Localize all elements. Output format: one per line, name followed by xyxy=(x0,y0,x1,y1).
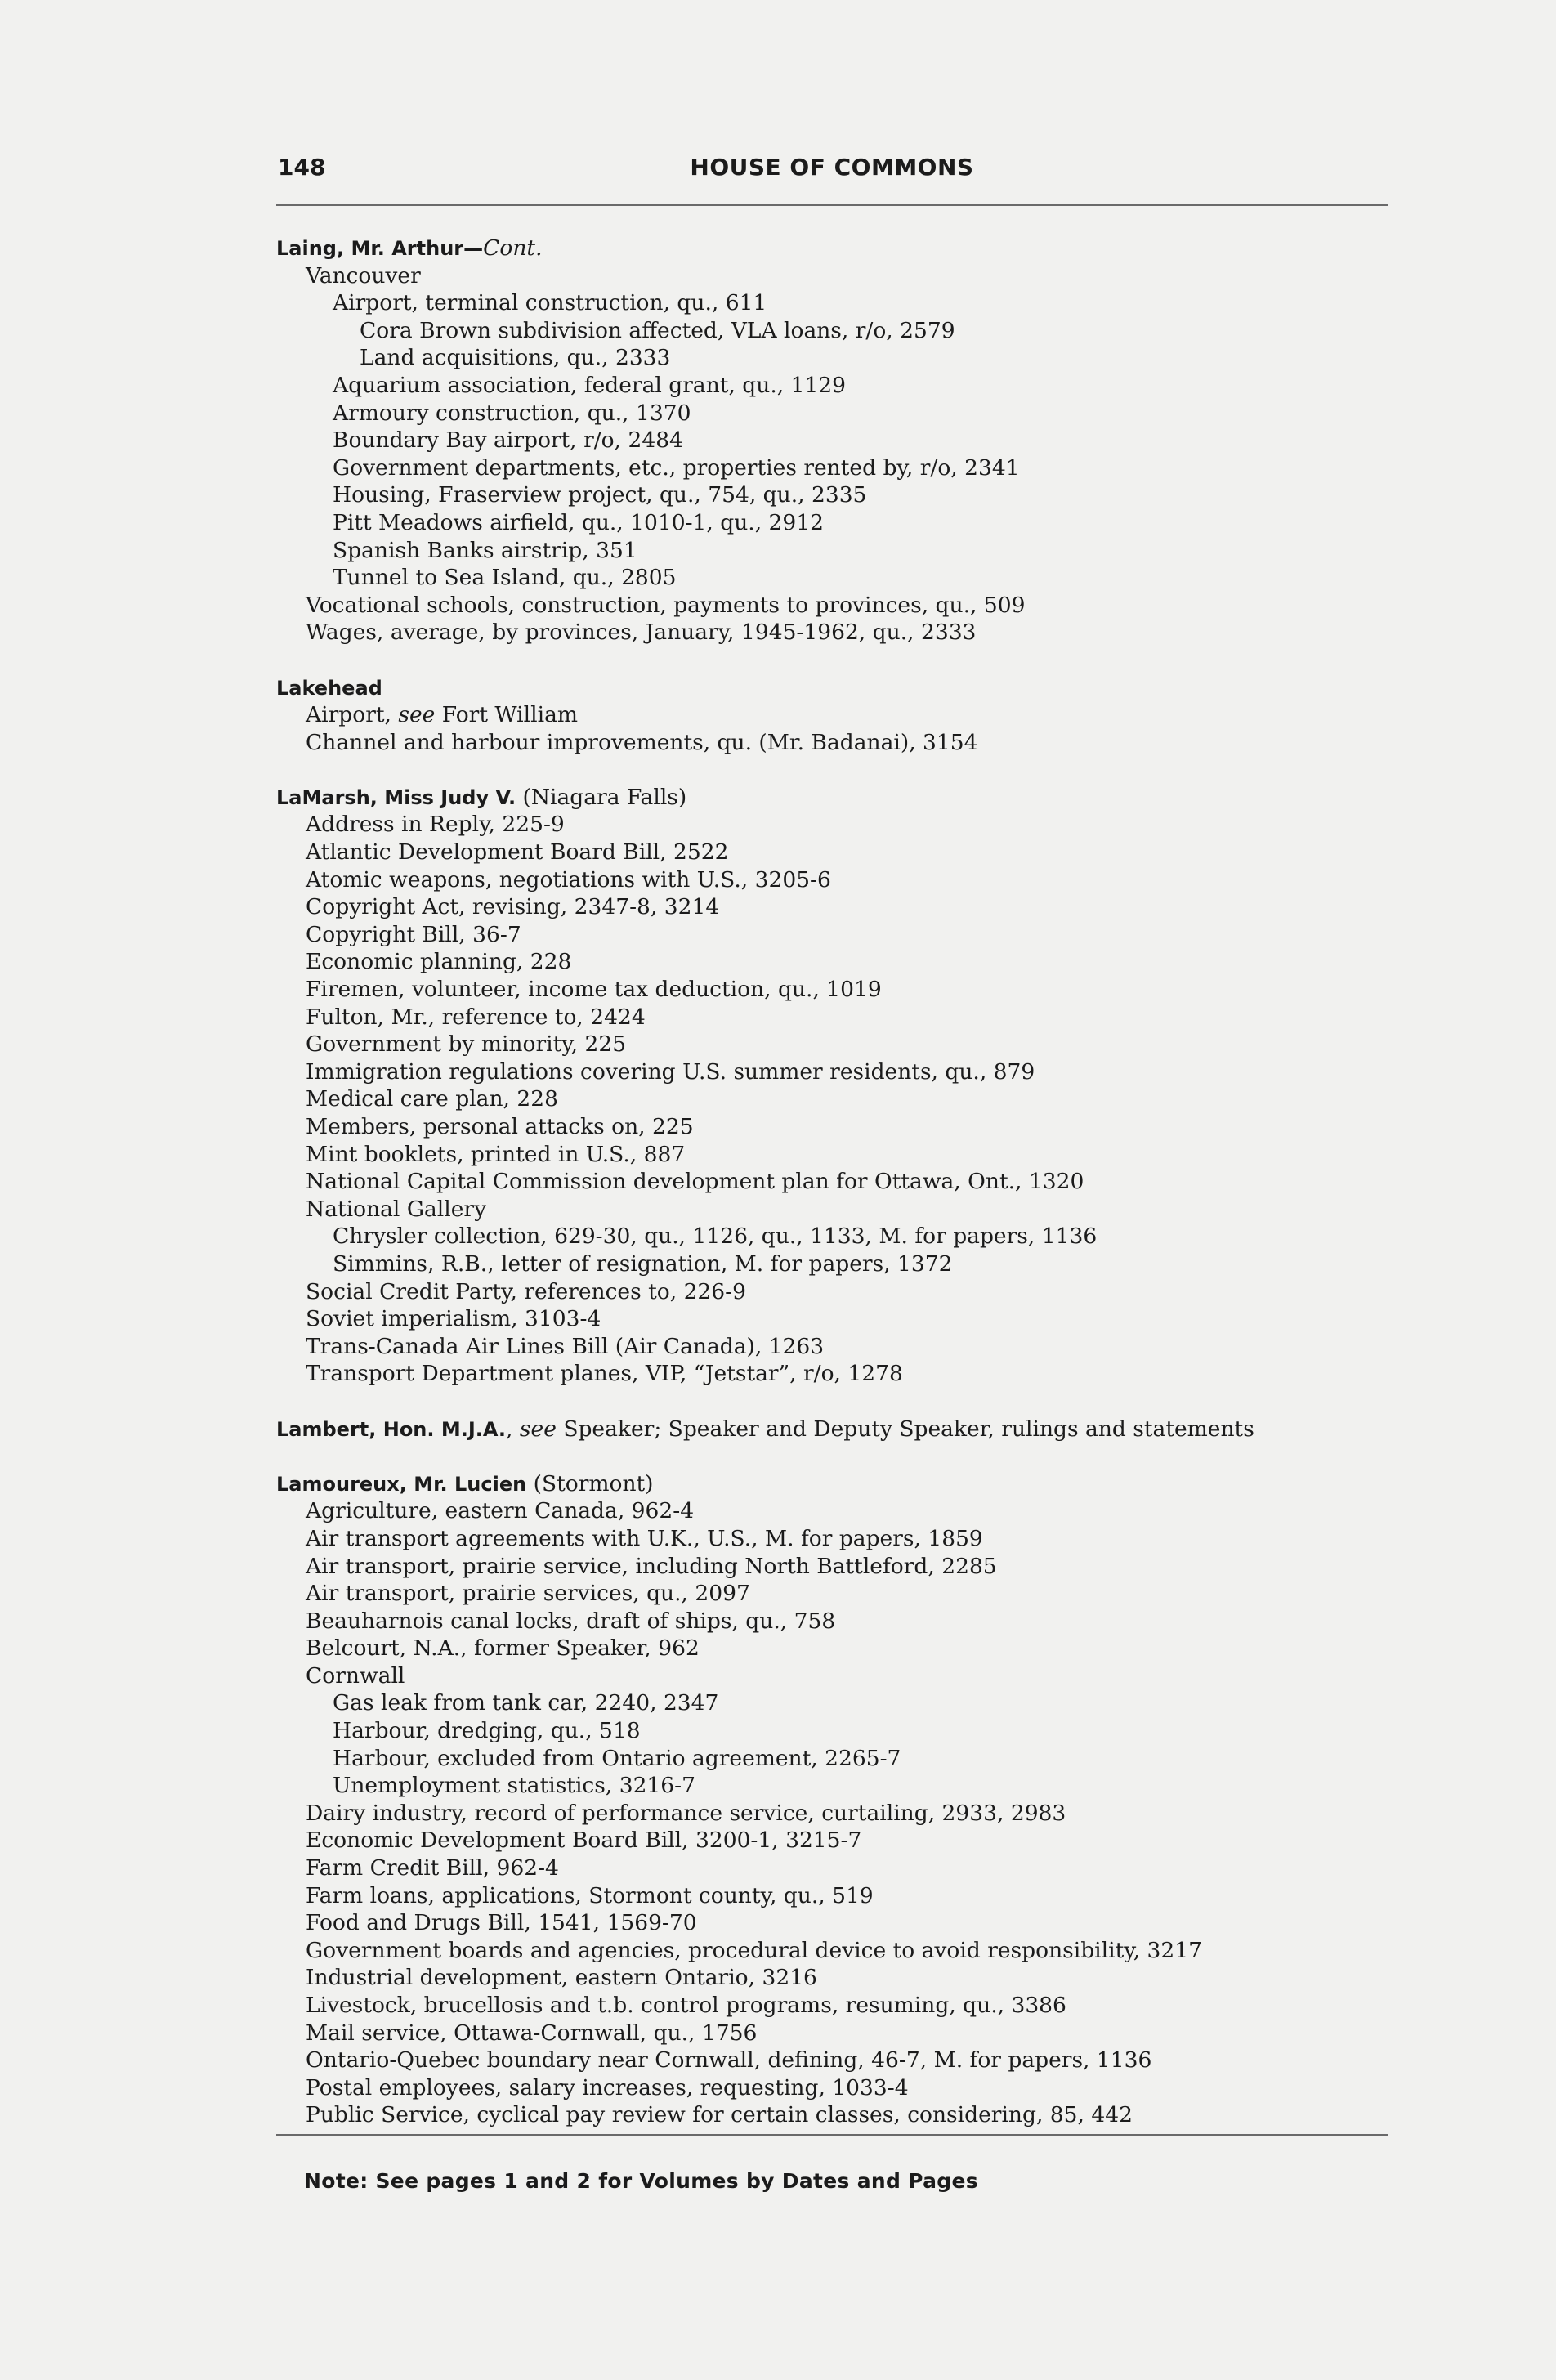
subentry-text: Air transport agreements with U.K., U.S., M. for papers, 1859 xyxy=(306,1525,983,1551)
subentry-text: Tunnel to Sea Island, qu., 2805 xyxy=(333,565,677,591)
entry-spacer xyxy=(276,1443,1388,1470)
heading-detail: (Stormont) xyxy=(526,1470,654,1496)
index-subentry xyxy=(276,1497,1388,1525)
footnote: Note: See pages 1 and 2 for Volumes by Dates and Pages xyxy=(304,2169,978,2193)
index-subentry xyxy=(276,1058,1388,1086)
index-subentry xyxy=(276,1223,1388,1250)
subentry-text: National Gallery xyxy=(306,1196,487,1222)
subentry-text: Air transport, prairie services, qu., 2097 xyxy=(306,1581,750,1607)
subentry-text: Simmins, R.B., letter of resignation, M. for papers, 1372 xyxy=(333,1250,953,1277)
subentry-text: Pitt Meadows airfield, qu., 1010-1, qu., 2912 xyxy=(333,509,824,535)
subentry-text: Spanish Banks airstrip, 351 xyxy=(333,537,637,563)
subentry-text: Aquarium association, federal grant, qu., 1129 xyxy=(333,372,847,398)
entry-spacer xyxy=(276,1388,1388,1416)
index-subentry xyxy=(276,344,1388,372)
subentry-text: Address in Reply, 225-9 xyxy=(306,812,565,838)
heading-detail: Speaker; Speaker and Deputy Speaker, rulings and statements xyxy=(556,1416,1254,1442)
subentry-text: Land acquisitions, qu., 2333 xyxy=(360,345,671,371)
subentry-text: Airport, terminal construction, qu., 611 xyxy=(333,290,767,316)
subentry-text: Cora Brown subdivision affected, VLA loans, r/o, 2579 xyxy=(360,317,955,343)
index-subentry xyxy=(276,1937,1388,1965)
subentry-text: Farm Credit Bill, 962-4 xyxy=(306,1855,559,1881)
index-subentry xyxy=(276,1745,1388,1773)
index-body xyxy=(276,235,1388,2129)
index-subentry xyxy=(276,2101,1388,2129)
heading-detail: (Niagara Falls) xyxy=(516,784,687,810)
index-heading: Lambert, Hon. M.J.A., see Speaker; Speaker and Deputy Speaker, rulings and statements xyxy=(276,1416,1254,1442)
index-subentry xyxy=(276,2074,1388,2102)
index-subentry xyxy=(276,811,1388,839)
entry-spacer xyxy=(276,646,1388,674)
heading-name: Lamoureux, Mr. Lucien xyxy=(276,1472,527,1496)
index-subentry xyxy=(276,619,1388,646)
index-subentry xyxy=(276,1662,1388,1690)
index-subentry xyxy=(276,976,1388,1004)
subentry-text: National Capital Commission development plan for Ottawa, Ont., 1320 xyxy=(306,1169,1084,1195)
subentry-text: Copyright Act, revising, 2347-8, 3214 xyxy=(306,894,720,920)
index-heading xyxy=(276,784,1388,812)
subentry-text: Atomic weapons, negotiations with U.S., 3205-6 xyxy=(306,866,831,892)
index-subentry xyxy=(276,1004,1388,1031)
index-subentry xyxy=(276,1909,1388,1937)
index-subentry xyxy=(276,839,1388,866)
subentry-text: Vancouver xyxy=(306,262,421,289)
index-subentry xyxy=(276,1553,1388,1581)
subentry-text: Livestock, brucellosis and t.b. control programs, resuming, qu., 3386 xyxy=(306,1993,1066,2018)
subentry-text: Farm loans, applications, Stormont county, qu., 519 xyxy=(306,1882,874,1908)
index-subentry xyxy=(276,1333,1388,1361)
subentry-text: Channel and harbour improvements, qu. (Mr. Badanai), 3154 xyxy=(306,729,978,755)
index-subentry xyxy=(276,866,1388,894)
index-subentry xyxy=(276,948,1388,976)
page-number: 148 xyxy=(278,154,326,181)
entry-spacer xyxy=(276,756,1388,784)
index-subentry xyxy=(276,1964,1388,1992)
index-subentry xyxy=(276,481,1388,509)
index-subentry xyxy=(276,289,1388,317)
index-subentry xyxy=(276,1827,1388,1854)
index-subentry xyxy=(276,2020,1388,2047)
index-subentry xyxy=(276,701,1388,729)
index-subentry xyxy=(276,400,1388,427)
heading-name: Lambert, Hon. M.J.A. xyxy=(276,1417,507,1441)
subentry-text-after: Fort William xyxy=(435,702,579,728)
running-title: HOUSE OF COMMONS xyxy=(690,154,974,181)
subentry-text: Boundary Bay airport, r/o, 2484 xyxy=(333,427,683,454)
subentry-text: Social Credit Party, references to, 226-9 xyxy=(306,1278,746,1304)
index-subentry xyxy=(276,1278,1388,1306)
index-subentry xyxy=(276,1250,1388,1278)
index-subentry xyxy=(276,1168,1388,1196)
subentry-text: Gas leak from tank car, 2240, 2347 xyxy=(333,1690,719,1716)
subentry-text: Mail service, Ottawa-Cornwall, qu., 1756 xyxy=(306,2020,758,2046)
subentry-text: Members, personal attacks on, 225 xyxy=(306,1114,694,1139)
subentry-text: Government by minority, 225 xyxy=(306,1031,627,1058)
index-subentry xyxy=(276,1635,1388,1662)
subentry-text: Copyright Bill, 36-7 xyxy=(306,921,521,947)
index-subentry xyxy=(276,1608,1388,1635)
subentry-text: Wages, average, by provinces, January, 1945-1962, qu., 2333 xyxy=(306,620,977,646)
subentry-text: Medical care plan, 228 xyxy=(306,1086,558,1112)
subentry-text: Beauharnois canal locks, draft of ships, qu., 758 xyxy=(306,1608,836,1634)
subentry-text: Immigration regulations covering U.S. summer residents, qu., 879 xyxy=(306,1058,1035,1085)
index-subentry xyxy=(276,592,1388,620)
index-subentry xyxy=(276,2047,1388,2074)
subentry-text: Firemen, volunteer, income tax deduction, qu., 1019 xyxy=(306,977,882,1003)
subentry-text: Ontario-Quebec boundary near Cornwall, defining, 46-7, M. for papers, 1136 xyxy=(306,2047,1152,2074)
index-subentry xyxy=(276,1525,1388,1553)
index-subentry xyxy=(276,1305,1388,1333)
subentry-text: Airport, xyxy=(306,702,399,728)
subentry-text: Economic Development Board Bill, 3200-1, 3215-7 xyxy=(306,1828,862,1854)
subentry-italic: see xyxy=(398,702,436,728)
subentry-text: Agriculture, eastern Canada, 962-4 xyxy=(306,1498,695,1524)
subentry-text: Public Service, cyclical pay review for certain classes, considering, 85, 442 xyxy=(306,2102,1133,2128)
heading-italic: see xyxy=(519,1416,557,1442)
index-subentry xyxy=(276,1882,1388,1910)
subentry-text: Housing, Fraserview project, qu., 754, qu., 2335 xyxy=(333,482,867,508)
header-rule xyxy=(276,204,1388,206)
index-subentry xyxy=(276,427,1388,454)
heading-italic: Cont. xyxy=(483,235,543,261)
index-subentry xyxy=(276,1085,1388,1113)
index-heading xyxy=(276,674,1388,702)
index-subentry xyxy=(276,454,1388,482)
subentry-text: Food and Drugs Bill, 1541, 1569-70 xyxy=(306,1910,697,1936)
footer-rule xyxy=(276,2134,1388,2136)
index-subentry xyxy=(276,1854,1388,1882)
subentry-text: Belcourt, N.A., former Speaker, 962 xyxy=(306,1635,700,1662)
heading-name: LaMarsh, Miss Judy V. xyxy=(276,785,516,809)
subentry-text: Government boards and agencies, procedural device to avoid responsibility, 3217 xyxy=(306,1937,1202,1963)
index-subentry xyxy=(276,537,1388,565)
index-subentry xyxy=(276,729,1388,757)
subentry-text: Harbour, dredging, qu., 518 xyxy=(333,1718,641,1744)
index-subentry xyxy=(276,1689,1388,1717)
index-subentry xyxy=(276,1360,1388,1388)
index-heading xyxy=(276,235,1388,262)
index-subentry xyxy=(276,317,1388,345)
heading-name: Laing, Mr. Arthur— xyxy=(276,237,484,260)
index-subentry xyxy=(276,1141,1388,1169)
subentry-text: Cornwall xyxy=(306,1662,405,1689)
subentry-text: Atlantic Development Board Bill, 2522 xyxy=(306,839,729,866)
index-subentry xyxy=(276,1992,1388,2020)
index-subentry xyxy=(276,1772,1388,1800)
subentry-text: Trans-Canada Air Lines Bill (Air Canada), 1263 xyxy=(306,1333,825,1359)
index-subentry xyxy=(276,564,1388,592)
index-subentry xyxy=(276,1800,1388,1828)
page-header xyxy=(276,154,1388,195)
index-subentry xyxy=(276,921,1388,949)
subentry-text: Postal employees, salary increases, requesting, 1033-4 xyxy=(306,2074,909,2100)
index-subentry xyxy=(276,1717,1388,1745)
index-subentry xyxy=(276,1580,1388,1608)
subentry-text: Vocational schools, construction, payments to provinces, qu., 509 xyxy=(306,592,1026,618)
subentry-text: Fulton, Mr., reference to, 2424 xyxy=(306,1004,646,1030)
subentry-text: Government departments, etc., properties rented by, r/o, 2341 xyxy=(333,454,1020,481)
index-subentry xyxy=(276,262,1388,290)
subentry-text: Armoury construction, qu., 1370 xyxy=(333,400,691,426)
subentry-text: Soviet imperialism, 3103-4 xyxy=(306,1306,601,1332)
subentry-text: Industrial development, eastern Ontario, 3216 xyxy=(306,1965,817,1991)
index-subentry xyxy=(276,1113,1388,1141)
index-subentry xyxy=(276,1196,1388,1224)
subentry-text: Air transport, prairie service, including North Battleford, 2285 xyxy=(306,1553,997,1579)
subentry-text: Harbour, excluded from Ontario agreement, 2265-7 xyxy=(333,1745,901,1771)
subentry-text: Transport Department planes, VIP, “Jetstar”, r/o, 1278 xyxy=(306,1361,903,1387)
index-subentry xyxy=(276,509,1388,537)
index-subentry xyxy=(276,1031,1388,1058)
subentry-text: Mint booklets, printed in U.S., 887 xyxy=(306,1141,686,1167)
index-subentry xyxy=(276,893,1388,921)
subentry-text: Economic planning, 228 xyxy=(306,949,572,975)
heading-name: Lakehead xyxy=(276,676,382,700)
index-heading xyxy=(276,1470,1388,1498)
index-subentry xyxy=(276,372,1388,400)
subentry-text: Chrysler collection, 629-30, qu., 1126, qu., 1133, M. for papers, 1136 xyxy=(333,1224,1098,1250)
subentry-text: Dairy industry, record of performance service, curtailing, 2933, 2983 xyxy=(306,1800,1066,1826)
subentry-text: Unemployment statistics, 3216-7 xyxy=(333,1773,695,1799)
